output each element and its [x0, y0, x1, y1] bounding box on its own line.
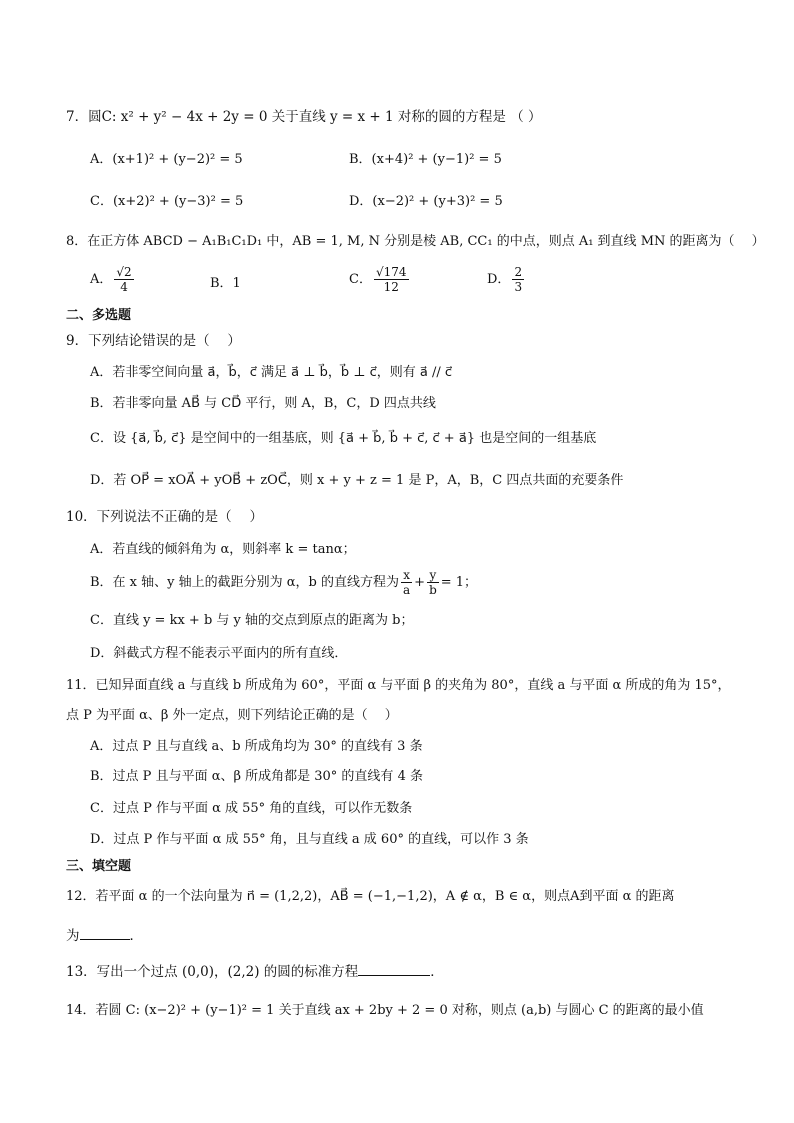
section-multiple-choice-heading: 二、多选题: [66, 308, 132, 323]
q8-option-a-fraction: [114, 265, 133, 294]
q7-stem: 7．圆C: x² + y² − 4x + 2y = 0 关于直线 y = x + 1 对称的圆的方程是 （ ）: [66, 109, 542, 125]
q8-option-a: [90, 265, 136, 294]
q8-c-numerator: √174: [375, 265, 407, 279]
q8-option-a-label: A．: [90, 272, 113, 287]
q8-d-numerator: 2: [514, 265, 523, 279]
q9-option-b: B．若非零向量 AB⃗ 与 CD⃗ 平行，则 A，B，C，D 四点共线: [90, 396, 436, 411]
q11-option-b: B．过点 P 且与平面 α、β 所成角都是 30° 的直线有 4 条: [90, 769, 423, 784]
q7-option-c: C．(x+2)² + (y−3)² = 5: [90, 194, 244, 209]
q8-option-c-label: C．: [349, 272, 372, 287]
q11-stem-line2: 点 P 为平面 α、β 外一定点，则下列结论正确的是（ ）: [66, 708, 398, 723]
q11-stem-line1: 11．已知异面直线 a 与直线 b 所成角为 60°，平面 α 与平面 β 的夹角为 80°，直线 a 与平面 α 所成的角为 15°，: [66, 678, 731, 693]
q14-stem: 14．若圆 C: (x−2)² + (y−1)² = 1 关于直线 ax + 2by + 2 = 0 对称，则点 (a,b) 与圆心 C 的距离的最小值: [66, 1003, 704, 1018]
q8-c-denominator: 12: [383, 280, 399, 294]
q7-option-d: D．(x−2)² + (y+3)² = 5: [349, 194, 503, 209]
q10-option-b-text: B．在 x 轴、y 轴上的截距分别为 α，b 的直线方程为: [90, 575, 399, 590]
q10-b-fraction-y: [427, 568, 439, 597]
q10-option-c: C．直线 y = kx + b 与 y 轴的交点到原点的距离为 b；: [90, 613, 414, 628]
q8-stem: 8．在正方体 ABCD − A₁B₁C₁D₁ 中，AB = 1, M, N 分别是棱 AB, CC₁ 的中点，则点 A₁ 到直线 MN 的距离为（ ）: [66, 234, 765, 249]
q10-option-b-tail: = 1；: [440, 575, 478, 590]
q9-option-c: C．设 {a⃗, b⃗, c⃗} 是空间中的一组基底，则 {a⃗ + b⃗, b⃗ + c⃗, c⃗ + a⃗} 也是空间的一组基底: [90, 431, 597, 446]
q9-stem: 9．下列结论错误的是（ ）: [66, 333, 241, 349]
q7-option-a: A．(x+1)² + (y−2)² = 5: [90, 152, 243, 167]
q10-stem: 10．下列说法不正确的是（ ）: [66, 509, 263, 525]
q11-option-d: D．过点 P 作与平面 α 成 55° 角，且与直线 a 成 60° 的直线，可以作 3 条: [90, 832, 529, 847]
q8-option-d-fraction: [512, 265, 524, 294]
q12-end: ．: [129, 928, 143, 944]
q8-d-denominator: 3: [514, 280, 523, 294]
q11-option-a: A．过点 P 且与直线 a、b 所成角均为 30° 的直线有 3 条: [90, 739, 423, 754]
q13-stem: 13．写出一个过点 (0,0)，(2,2) 的圆的标准方程: [66, 964, 359, 980]
q12-continuation-text: 为: [66, 928, 80, 944]
q12-stem: 12．若平面 α 的一个法向量为 n⃗ = (1,2,2)，AB⃗ = (−1,−1,2)，A ∉ α，B ∈ α，则点A到平面 α 的距离: [66, 889, 675, 904]
q10-b-den-b: b: [429, 583, 437, 597]
q13-answer-blank[interactable]: [358, 961, 430, 976]
q10-b-den-a: a: [403, 583, 411, 597]
section-fill-in-heading: 三、填空题: [66, 859, 132, 874]
q12-continuation: [66, 925, 143, 945]
q8-option-c: [349, 265, 411, 294]
q10-option-d: D．斜截式方程不能表示平面内的所有直线．: [90, 646, 348, 661]
q10-b-fraction-x: [401, 568, 412, 597]
q8-option-d-label: D．: [487, 272, 511, 287]
q7-option-b: B．(x+4)² + (y−1)² = 5: [349, 152, 502, 167]
q8-option-b: B．1: [210, 276, 241, 291]
q8-a-denominator: 4: [120, 280, 128, 294]
q8-option-c-fraction: [374, 265, 409, 294]
q10-b-num-y: y: [427, 568, 439, 583]
q9-option-d: D．若 OP⃗ = xOA⃗ + yOB⃗ + zOC⃗，则 x + y + z = 1 是 P，A，B，C 四点共面的充要条件: [90, 473, 624, 488]
q10-b-num-x: x: [401, 568, 412, 583]
q8-option-d: [487, 265, 526, 294]
q13-end: ．: [430, 964, 444, 980]
q9-option-a: A．若非零空间向量 a⃗，b⃗，c⃗ 满足 a⃗ ⊥ b⃗，b⃗ ⊥ c⃗，则有 a⃗ // c⃗: [90, 365, 453, 380]
q11-option-c: C．过点 P 作与平面 α 成 55° 角的直线，可以作无数条: [90, 801, 413, 816]
q13-line: [66, 961, 444, 981]
q10-option-a: A．若直线的倾斜角为 α，则斜率 k = tanα；: [90, 542, 356, 557]
q10-option-b: B．在 x 轴、y 轴上的截距分别为 α，b 的直线方程为 $\frac{x}{a}$ + $\frac{y}{b}$ = 1；: [90, 568, 478, 597]
q12-answer-blank[interactable]: [80, 925, 130, 940]
q8-a-numerator: √2: [116, 265, 132, 279]
